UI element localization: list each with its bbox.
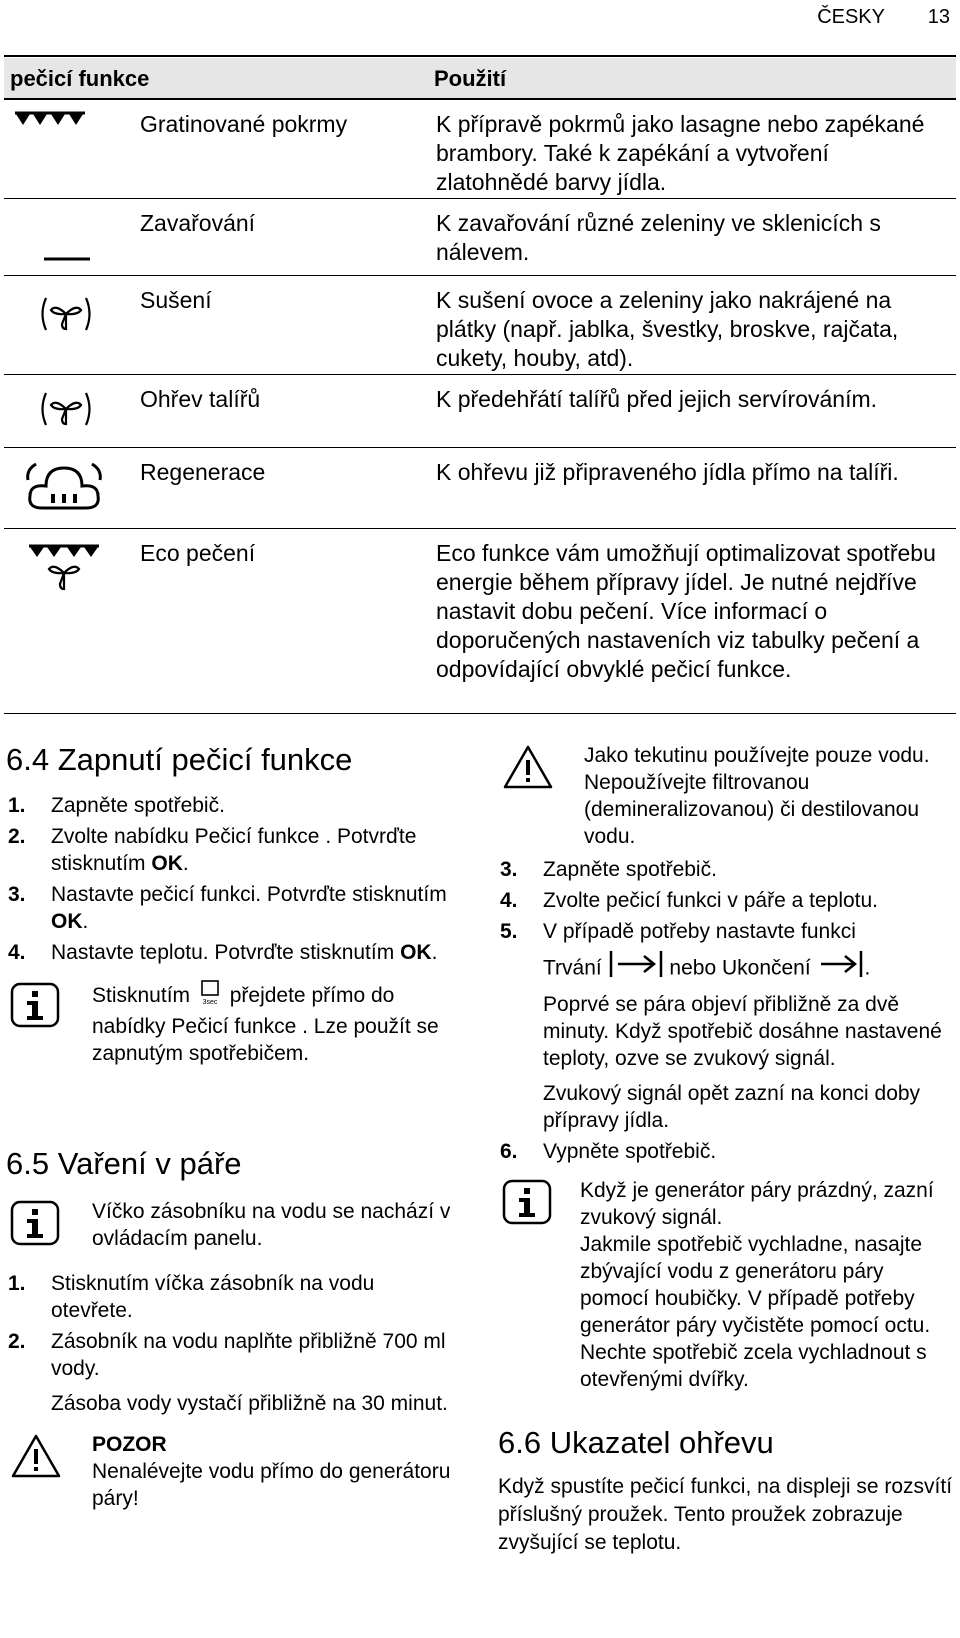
function-name: Regenerace [140, 459, 266, 485]
menu-key-icon [196, 980, 224, 1013]
table-row [4, 529, 956, 714]
function-description: K přípravě pokrmů jako lasagne nebo zapékané brambory. Také k zapékání a vytvoření zlatohnědé barvy jídla. [436, 111, 925, 195]
list-item: 1. Stisknutím víčka zásobník na vodu otevřete. [8, 1272, 375, 1322]
table-row [4, 100, 956, 199]
function-name: Zavařování [140, 210, 256, 236]
section-6-4 [6, 742, 456, 1067]
warning-note: Jako tekutinu používejte pouze vodu. Nepoužívejte filtrovanou (demineralizovanou) či destilovanou vodu. [498, 742, 954, 850]
list-item: 4. Zvolte pečicí funkci v páře a teplotu. [500, 889, 879, 912]
info-icon [10, 982, 60, 1035]
header-rule [4, 55, 956, 57]
list-item: 3. Zapněte spotřebič. [500, 858, 717, 881]
step-detail: Poprvé se pára objeví přibližně za dvě minuty. Když spotřebič dosáhne nastavené teploty, ozve se zvukový signál. [543, 993, 942, 1070]
steps-list [6, 1270, 456, 1417]
section-heading: 6.6 Ukazatel ohřevu [498, 1425, 774, 1460]
warning-icon [502, 744, 554, 797]
page-number: 13 [927, 6, 950, 28]
table-row [4, 375, 956, 448]
step-detail: Zvukový signál opět zazní na konci doby přípravy jídla. [543, 1082, 921, 1132]
function-name: Eco pečení [140, 540, 256, 566]
section-heading: 6.4 Zapnutí pečicí funkce [6, 742, 353, 777]
list-item: 2. Zvolte nabídku Pečicí funkce . Potvrďte stisknutím OK. [8, 825, 417, 875]
page-language: ČESKY [817, 6, 885, 28]
function-name: Gratinované pokrmy [140, 111, 348, 137]
function-description: K předehřátí talířů před jejich servírováním. [436, 386, 878, 412]
svg-text:3sec: 3sec [202, 999, 218, 1006]
list-item: 6. Vypněte spotřebič. [500, 1140, 717, 1163]
info-note: Víčko zásobníku na vodu se nachází v ovládacím panelu. [6, 1198, 456, 1252]
fan-plate-warming-icon [38, 389, 94, 434]
section-heading: 6.5 Vaření v páře [6, 1146, 242, 1181]
list-item-detail: Zásoba vody vystačí přibližně na 30 minut. [51, 1392, 448, 1415]
list-item: 2. Zásobník na vodu naplňte přibližně 700 ml vody. [8, 1330, 446, 1380]
info-icon [10, 1200, 60, 1253]
function-description: K zavařování různé zeleniny ve sklenicích s nálevem. [436, 210, 881, 265]
function-description: K sušení ovoce a zeleniny jako nakrájené na plátky (např. jablka, švestky, broskve, rajčata, cukety, houby, atd). [436, 287, 899, 371]
bottom-heat-icon [44, 249, 90, 267]
list-item: 4. Nastavte teplotu. Potvrďte stisknutím OK. [8, 941, 438, 964]
function-description: K ohřevu již připraveného jídla přímo na talíři. [436, 459, 899, 485]
oven-functions-table [4, 58, 956, 714]
end-time-icon [817, 949, 865, 989]
fan-drying-icon [38, 294, 94, 339]
list-item: 1. Zapněte spotřebič. [8, 794, 225, 817]
steam-regeneration-icon [18, 456, 110, 523]
steps-list [498, 856, 954, 1165]
col-header-function: pečicí funkce [10, 66, 150, 91]
table-row [4, 199, 956, 276]
info-icon [502, 1179, 552, 1232]
section-6-6-text: Když spustíte pečicí funkci, na displeji se rozsvítí příslušný proužek. Tento proužek zobrazuje zvyšující se teplotu. [498, 1475, 953, 1554]
table-row [4, 276, 956, 375]
table-row [4, 448, 956, 529]
function-name: Ohřev talířů [140, 386, 261, 412]
caution-note: POZOR Nenalévejte vodu přímo do generátoru páry! [6, 1431, 456, 1512]
right-column [498, 742, 954, 1557]
col-header-usage: Použití [434, 66, 507, 91]
function-name: Sušení [140, 287, 212, 313]
eco-baking-icon [28, 543, 100, 600]
info-note: Stisknutím 3sec přejdete přímo do nabídky Pečicí funkce . Lze použít se zapnutým spotřebičem. [6, 980, 456, 1067]
list-item: 3. Nastavte pečicí funkci. Potvrďte stisknutím OK. [8, 883, 447, 933]
info-note: Když je generátor páry prázdný, zazní zvukový signál. Jakmile spotřebič vychladne, nasajte zbývající vodu z generátoru páry pomocí houbičky. V případě potřeby generátor páry vyčistěte pomocí octu. Nechte spotřebič zcela vychladnout s otevřenými dvířky. [498, 1177, 954, 1393]
table-header [4, 58, 956, 100]
grill-top-heat-icon [14, 110, 86, 135]
duration-icon [608, 949, 664, 989]
list-item: 5. V případě potřeby nastavte funkci Trvání nebo Ukončení . Poprvé se pára objeví přibližně za dvě minuty. Když spotřebič dosáhne nastavené teploty, ozve se zvukový signál. Zvukový signál opět zazní na konci doby přípravy jídla. [498, 918, 954, 1134]
section-6-5 [6, 1146, 456, 1512]
steps-list [6, 792, 456, 966]
function-description: Eco funkce vám umožňují optimalizovat spotřebu energie během přípravy jídel. Je nutné nejdříve nastavit dobu pečení. Více informací o doporučených nastaveních viz tabulky pečení a odpovídající obvyklé pečicí funkce. [436, 540, 936, 682]
warning-icon [10, 1433, 62, 1486]
